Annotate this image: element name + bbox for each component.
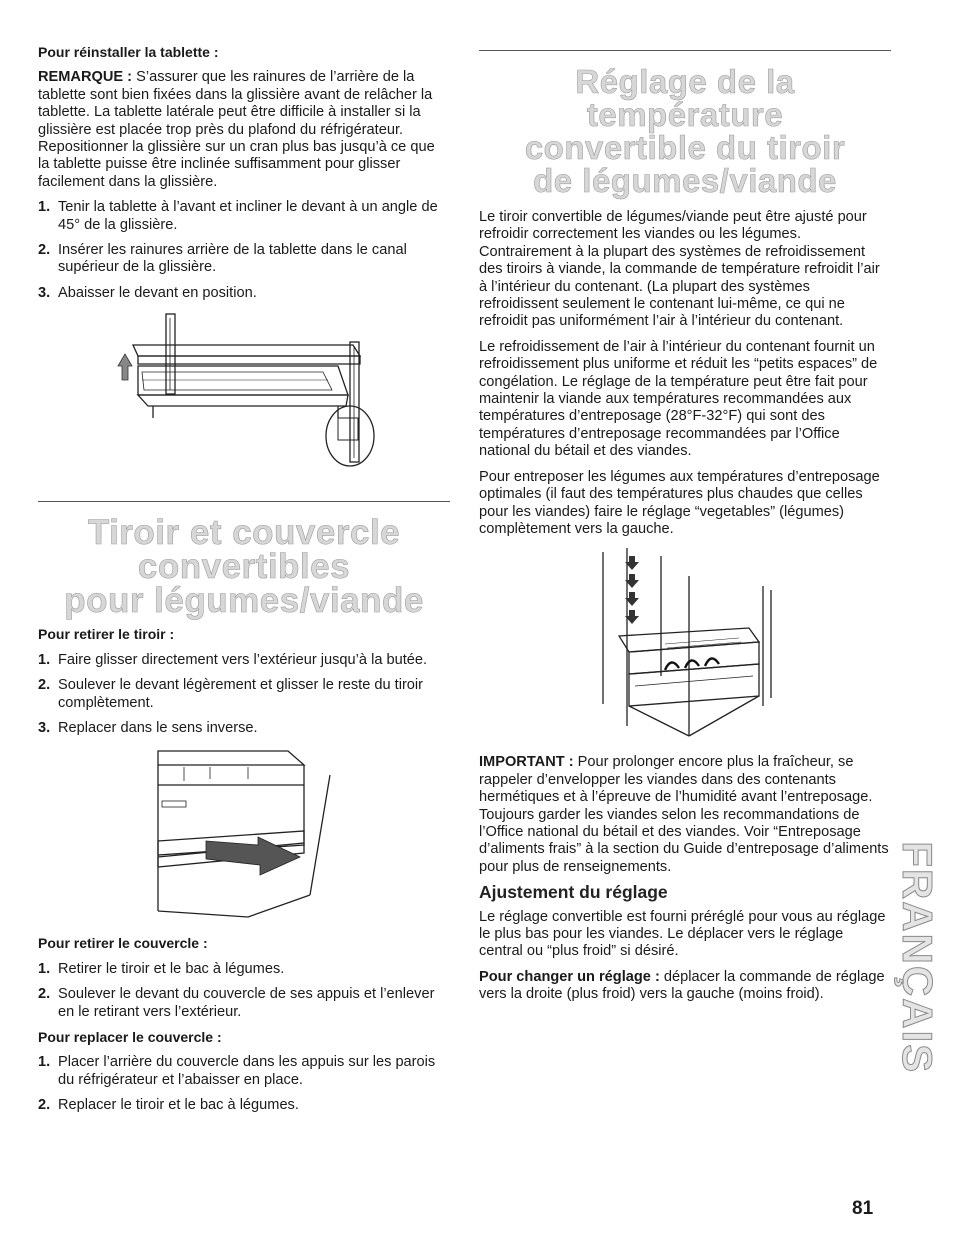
step-text: Abaisser le devant en position.: [58, 284, 257, 301]
left-column: [38, 44, 450, 1123]
remark-text: S’assurer que les rainures de l’arrière de la tablette sont bien fixées dans la glissière avant de relâcher la tablette. La tablette latérale peut être difficile à installer si la glissière est placée trop près du plafond du réfrigérateur. Repositionner la glissière sur un cran plus bas jusqu’à ce que la tablette puisse être inclinée suffisamment pour glisser facilement dans la glissière.: [38, 69, 435, 190]
list-item: [38, 1097, 450, 1114]
step-text: Retirer le tiroir et le bac à légumes.: [58, 960, 285, 977]
step-number: 2.: [38, 242, 51, 259]
step-number: 2.: [38, 986, 51, 1003]
replace-cover-heading: Pour replacer le couvercle :: [38, 1028, 222, 1045]
list-item: [38, 986, 450, 1021]
adjust-paragraph: Le réglage convertible est fourni préréglé pour vous au réglage le plus bas pour les viandes. Le déplacer vers le réglage central ou “plus froid” si désiré.: [479, 908, 886, 960]
change-setting-text: déplacer la commande de réglage vers la droite (plus froid) vers la gauche (moins froid).: [479, 968, 885, 1003]
section-title: [38, 513, 450, 621]
body-paragraph: Pour entreposer les légumes aux températures d’entreposage optimales (il faut des températures plus chaudes que celles pour les viandes) faire le réglage “vegetables” (légumes) complètement vers la gauche.: [479, 468, 880, 537]
list-item: [38, 652, 450, 669]
section-title-line: Réglage de la température: [575, 63, 795, 133]
language-label: FRANÇAIS: [893, 841, 941, 1074]
list-item: [38, 199, 450, 234]
remark-label: REMARQUE :: [38, 69, 133, 86]
list-item: [38, 961, 450, 978]
step-number: 1.: [38, 1054, 51, 1071]
section-title-line: Tiroir et couvercle convertibles: [87, 513, 401, 587]
shelf-illustration: [38, 310, 450, 485]
list-item: [38, 285, 450, 302]
remove-cover-steps: [38, 961, 450, 1021]
change-setting-label: Pour changer un réglage :: [479, 968, 660, 985]
step-text: Replacer le tiroir et le bac à légumes.: [58, 1097, 299, 1114]
section-title: [479, 65, 891, 197]
section-divider: [38, 501, 450, 502]
section-title-line: pour légumes/viande: [64, 581, 424, 621]
step-text: Soulever le devant légèrement et glisser le reste du tiroir complètement.: [58, 677, 424, 711]
step-text: Faire glisser directement vers l’extérieur jusqu’à la butée.: [58, 651, 428, 668]
adjust-heading: Ajustement du réglage: [479, 882, 668, 903]
remove-cover-heading: Pour retirer le couvercle :: [38, 935, 208, 952]
change-setting-paragraph: [479, 969, 891, 1004]
step-number: 2.: [38, 1097, 51, 1114]
section-title-line: convertible du tiroir: [524, 129, 846, 166]
right-column: [479, 50, 891, 1012]
list-item: [38, 720, 450, 737]
step-number: 1.: [38, 199, 51, 216]
important-label: IMPORTANT :: [479, 754, 574, 771]
step-number: 3.: [38, 284, 51, 301]
language-side-tab: [887, 841, 947, 1074]
page-number: 81: [852, 1198, 874, 1219]
step-number: 2.: [38, 677, 51, 694]
list-item: [38, 677, 450, 712]
step-text: Placer l’arrière du couvercle dans les appuis sur les parois du réfrigérateur et l’abaisser en place.: [58, 1054, 436, 1088]
important-paragraph: [479, 754, 891, 876]
step-number: 1.: [38, 960, 51, 977]
remove-drawer-heading: Pour retirer le tiroir :: [38, 626, 175, 643]
drawer-illustration: [38, 745, 450, 925]
step-number: 3.: [38, 719, 51, 736]
step-text: Soulever le devant du couvercle de ses appuis et l’enlever en le retirant vers l’extérieur.: [58, 986, 435, 1020]
section-divider: [479, 50, 891, 51]
list-item: [38, 242, 450, 277]
reinstall-shelf-heading: Pour réinstaller la tablette :: [38, 44, 219, 60]
crisper-control-illustration: [479, 546, 891, 746]
replace-cover-steps: [38, 1054, 450, 1114]
reinstall-steps: [38, 199, 450, 302]
important-text: Pour prolonger encore plus la fraîcheur, se rappeler d’envelopper les viandes dans des contenants hermétiques et à l’épreuve de l’humidité avant l’entreposage. Toujours garder les viandes selon les recommandations de l’Office national du bétail et des viandes. Voir “Entreposage d’aliments frais” à la section du Guide d’entreposage d’aliments pour plus de renseignements.: [479, 754, 889, 875]
step-text: Tenir la tablette à l’avant et incliner le devant à un angle de 45° de la glissière.: [58, 199, 438, 233]
remark-paragraph: [38, 69, 450, 191]
list-item: [38, 1054, 450, 1089]
body-paragraph: Le tiroir convertible de légumes/viande peut être ajusté pour refroidir correctement les viandes ou les légumes. Contrairement à la plupart des systèmes de refroidissement des tiroirs à viande, la commande de température refroidit l’air à l’intérieur du contenant. (La plupart des systèmes refroidissent seulement le contenant lui-même, ce qui ne refroidit pas uniformément l’air à l’intérieur du contenant.: [479, 209, 880, 330]
section-title-line: de légumes/viande: [533, 162, 837, 199]
body-paragraph: Le refroidissement de l’air à l’intérieur du contenant fournit un refroidissement plus uniforme et réduit les “petits espaces” de congélation. Le réglage de la température peut être fait pour maintenir la viande aux températures recommandées aux températures d’entreposage (28°F-32°F) qui sont des températures d’entreposage recommandées par l’Office national du bétail et des viandes.: [479, 338, 878, 460]
remove-drawer-steps: [38, 652, 450, 738]
step-number: 1.: [38, 651, 51, 668]
step-text: Replacer dans le sens inverse.: [58, 719, 258, 736]
step-text: Insérer les rainures arrière de la tablette dans le canal supérieur de la glissière.: [58, 242, 407, 276]
